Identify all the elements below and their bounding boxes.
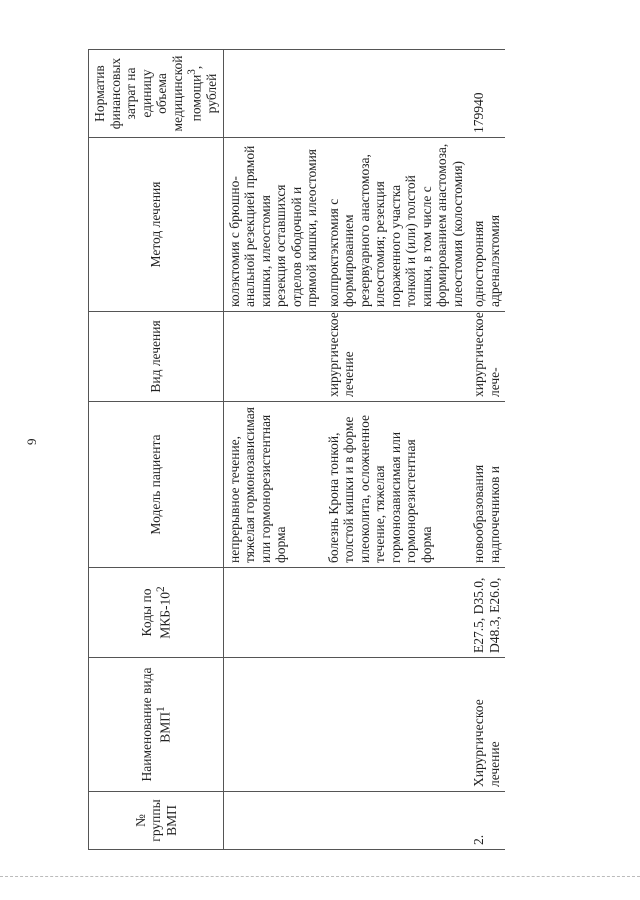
table-row [468,50,505,850]
cell-name [223,658,323,792]
cell-method: колэктомия с брюшно-анальной резекцией прямой кишки, илеостомия резекция оставшихся отделов ободочной и прямой кишки, илеостомия [223,138,323,312]
scan-edge-line [0,876,640,878]
cell-norm [223,50,323,138]
cell-name: Хирургическое лечение [468,658,505,792]
cell-model: новообразования надпочечников и [468,402,505,568]
rotated-table-container [88,50,640,850]
header-model: Модель пациента [89,402,224,568]
vmp-table [88,49,505,850]
header-name: Наименование вида ВМП$^1$ [89,658,224,792]
cell-model: непрерывное течение, тяжелая гормонозависимая или гормонорезистентная форма [223,402,323,568]
cell-name [323,658,469,792]
cell-group [323,792,469,850]
cell-type: хирургическое лечение [323,312,469,402]
cell-type [223,312,323,402]
cell-method: односторонняя адреналэктомия [468,138,505,312]
header-method: Метод лечения [89,138,224,312]
header-codes: Коды по МКБ-$10^2$ [89,568,224,658]
table-header-row [89,50,224,850]
table-row [323,50,469,850]
cell-norm [323,50,469,138]
cell-method: колпроктэктомия с формированием резервуарного анастомоза, илеостомия; резекция пораженного участка тонкой и (или) толстой кишки, в том числе с формированием анастомоза, илеостомия (колостомия) [323,138,469,312]
page-number: 9 [24,438,39,445]
header-norm: Норматив финансовых затрат на единицу объема медицинской помощи$^3$, рублей [89,50,224,138]
cell-codes [223,568,323,658]
cell-model: болезнь Крона тонкой, толстой кишки и в форме илеоколита, осложненное течение, тяжелая гормонозависимая или гормонорезистентная форма [323,402,469,568]
header-group: № группы ВМП [89,792,224,850]
cell-group: 2. [468,792,505,850]
cell-norm: 179940 [468,50,505,138]
cell-codes: E27.5, D35.0, D48.3, E26.0, [468,568,505,658]
cell-group [223,792,323,850]
header-type: Вид лечения [89,312,224,402]
table-row [223,50,323,850]
cell-codes [323,568,469,658]
cell-type: хирургическое лече- [468,312,505,402]
